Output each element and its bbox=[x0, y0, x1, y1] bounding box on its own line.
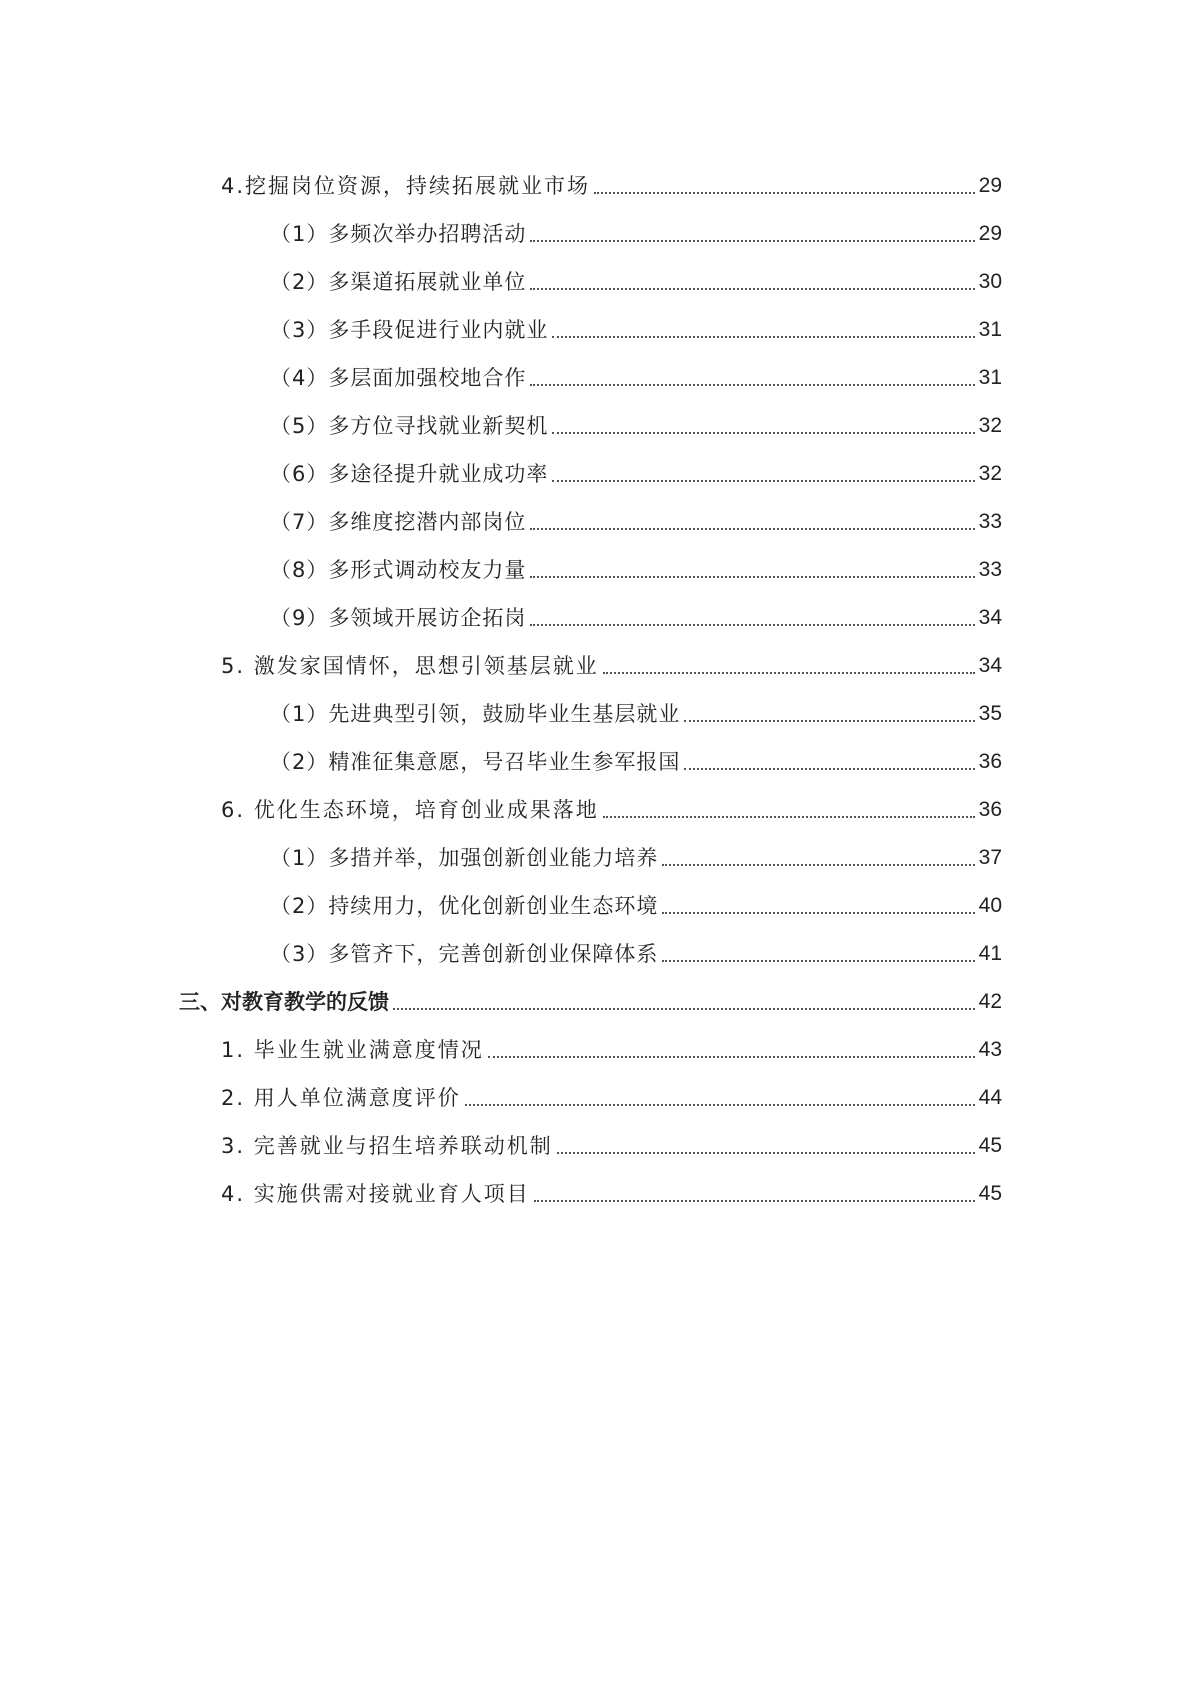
dot-leader bbox=[393, 1008, 975, 1010]
toc-entry[interactable] bbox=[0, 632, 1188, 680]
dot-leader bbox=[684, 720, 974, 722]
toc-entry-title: （3）多管齐下，完善创新创业保障体系 bbox=[270, 942, 659, 966]
toc-entry[interactable] bbox=[0, 872, 1188, 920]
dot-leader bbox=[684, 768, 974, 770]
toc-entry-title: （2）精准征集意愿，号召毕业生参军报国 bbox=[270, 750, 681, 774]
dot-leader bbox=[662, 864, 974, 866]
toc-entry-title: （7）多维度挖潜内部岗位 bbox=[270, 510, 527, 534]
toc-entry-title: （4）多层面加强校地合作 bbox=[270, 366, 527, 390]
toc-entry-title: 2. 用人单位满意度评价 bbox=[221, 1086, 461, 1110]
dot-leader bbox=[552, 480, 974, 482]
dot-leader bbox=[530, 624, 974, 626]
toc-entry-page: 45 bbox=[978, 1134, 1002, 1157]
dot-leader bbox=[557, 1152, 975, 1154]
toc-entry-page: 34 bbox=[978, 654, 1002, 677]
toc-entry-page: 42 bbox=[978, 990, 1002, 1013]
dot-leader bbox=[534, 1200, 975, 1202]
toc-entry[interactable] bbox=[0, 152, 1188, 200]
toc-entry[interactable] bbox=[0, 344, 1188, 392]
toc-entry[interactable] bbox=[0, 728, 1188, 776]
toc-entry-page: 36 bbox=[978, 798, 1002, 821]
dot-leader bbox=[594, 192, 975, 194]
toc-entry-title: （1）多措并举，加强创新创业能力培养 bbox=[270, 846, 659, 870]
dot-leader bbox=[530, 240, 974, 242]
toc-entry[interactable] bbox=[0, 824, 1188, 872]
toc-entry-page: 34 bbox=[978, 606, 1002, 629]
toc-entry[interactable] bbox=[0, 584, 1188, 632]
toc-entry-page: 30 bbox=[978, 270, 1002, 293]
toc-entry-page: 37 bbox=[978, 846, 1002, 869]
toc-entry[interactable] bbox=[0, 776, 1188, 824]
toc-entry-title: （5）多方位寻找就业新契机 bbox=[270, 414, 549, 438]
toc-entry-title: 4.挖掘岗位资源，持续拓展就业市场 bbox=[221, 174, 591, 198]
toc-entry[interactable] bbox=[0, 200, 1188, 248]
toc-entry-title: 3. 完善就业与招生培养联动机制 bbox=[221, 1134, 553, 1158]
toc-entry[interactable] bbox=[0, 1064, 1188, 1112]
toc-entry-page: 31 bbox=[978, 366, 1002, 389]
toc-entry-title: （2）持续用力，优化创新创业生态环境 bbox=[270, 894, 659, 918]
toc-entry-title: （2）多渠道拓展就业单位 bbox=[270, 270, 527, 294]
dot-leader bbox=[530, 384, 974, 386]
toc-entry-page: 36 bbox=[978, 750, 1002, 773]
toc-entry-title: 5. 激发家国情怀，思想引领基层就业 bbox=[221, 654, 599, 678]
dot-leader bbox=[488, 1056, 975, 1058]
toc-entry-page: 44 bbox=[978, 1086, 1002, 1109]
toc-entry[interactable] bbox=[0, 1016, 1188, 1064]
dot-leader bbox=[603, 672, 975, 674]
toc-entry-page: 32 bbox=[978, 462, 1002, 485]
toc-entry[interactable] bbox=[0, 1112, 1188, 1160]
toc-entry-page: 41 bbox=[978, 942, 1002, 965]
toc-entry-title: （9）多领域开展访企拓岗 bbox=[270, 606, 527, 630]
toc-entry[interactable] bbox=[0, 392, 1188, 440]
toc-entry-page: 33 bbox=[978, 510, 1002, 533]
toc-entry-page: 35 bbox=[978, 702, 1002, 725]
toc-entry-title: （1）多频次举办招聘活动 bbox=[270, 222, 527, 246]
toc-entry-title: 1. 毕业生就业满意度情况 bbox=[221, 1038, 484, 1062]
dot-leader bbox=[662, 960, 974, 962]
toc-entry-page: 45 bbox=[978, 1182, 1002, 1205]
toc-entry-page: 33 bbox=[978, 558, 1002, 581]
toc-entry-title: （3）多手段促进行业内就业 bbox=[270, 318, 549, 342]
toc-entry-page: 43 bbox=[978, 1038, 1002, 1061]
toc-entry-title: （1）先进典型引领，鼓励毕业生基层就业 bbox=[270, 702, 681, 726]
toc-entry[interactable] bbox=[0, 968, 1188, 1016]
dot-leader bbox=[552, 336, 974, 338]
dot-leader bbox=[552, 432, 974, 434]
dot-leader bbox=[465, 1104, 975, 1106]
toc-entry-page: 31 bbox=[978, 318, 1002, 341]
toc-entry-title: 4. 实施供需对接就业育人项目 bbox=[221, 1182, 530, 1206]
dot-leader bbox=[603, 816, 975, 818]
toc-entry-page: 32 bbox=[978, 414, 1002, 437]
toc-entry[interactable] bbox=[0, 536, 1188, 584]
dot-leader bbox=[530, 288, 974, 290]
toc-entry[interactable] bbox=[0, 920, 1188, 968]
toc-entry[interactable] bbox=[0, 1160, 1188, 1208]
toc-entry-page: 29 bbox=[978, 222, 1002, 245]
toc-entry-page: 29 bbox=[978, 174, 1002, 197]
toc-entry[interactable] bbox=[0, 296, 1188, 344]
dot-leader bbox=[530, 528, 974, 530]
toc-entry-title: 三、对教育教学的反馈 bbox=[179, 990, 389, 1014]
toc-entry-title: （6）多途径提升就业成功率 bbox=[270, 462, 549, 486]
toc-entry[interactable] bbox=[0, 440, 1188, 488]
toc-entry[interactable] bbox=[0, 488, 1188, 536]
dot-leader bbox=[662, 912, 974, 914]
toc-entry-page: 40 bbox=[978, 894, 1002, 917]
toc-entry-title: 6. 优化生态环境，培育创业成果落地 bbox=[221, 798, 599, 822]
toc-entry[interactable] bbox=[0, 680, 1188, 728]
toc-entry[interactable] bbox=[0, 248, 1188, 296]
toc-entry-title: （8）多形式调动校友力量 bbox=[270, 558, 527, 582]
table-of-contents bbox=[0, 152, 1188, 1208]
dot-leader bbox=[530, 576, 974, 578]
